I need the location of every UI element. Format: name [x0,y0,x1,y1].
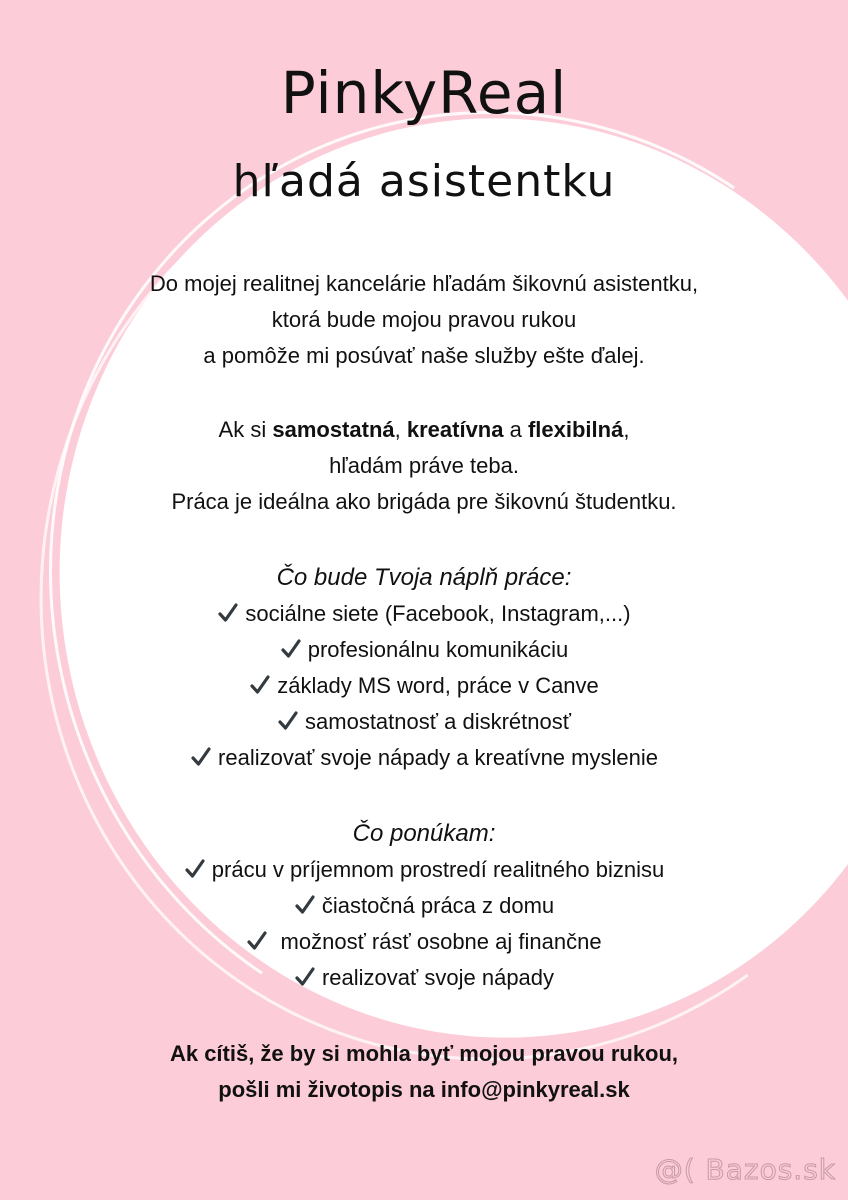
offer-item-label: čiastočná práca z domu [321,893,555,918]
offer-item [0,852,848,888]
traits-separator: , [394,417,407,442]
task-item [0,704,848,740]
offer-item-label: realizovať svoje nápady [321,965,555,990]
offers-heading: Čo ponúkam: [352,820,496,847]
task-item-label: základy MS word, práce v Canve [277,673,599,698]
checkmark-icon [294,894,316,916]
checkmark-icon [280,638,302,660]
cta-line: Ak cítiš, že by si mohla byť mojou pravou rukou, [169,1041,679,1066]
task-item-label: profesionálnu komunikáciu [307,637,569,662]
traits-suffix: , [623,417,630,442]
offer-item-label: možnosť rásť osobne aj finančne [274,929,602,954]
checkmark-icon [184,858,206,880]
task-item-label: samostatnosť a diskrétnosť [305,709,571,734]
traits-line [0,412,848,448]
intro-line: a pomôže mi posúvať naše služby ešte ďalej. [203,343,645,368]
offer-item-label: prácu v príjemnom prostredí realitného biznisu [211,857,665,882]
checkmark-icon [249,674,271,696]
cta-line: pošli mi životopis na info@pinkyreal.sk [218,1077,630,1102]
tasks-heading: Čo bude Tvoja náplň práce: [276,564,572,591]
tasks-section [0,560,848,776]
job-subtitle: hľadá asistentku [232,156,616,207]
checkmark-icon [294,966,316,988]
trait-creative: kreatívna [406,417,504,442]
task-item [0,740,848,776]
bazos-watermark: @( Bazos.sk [654,1153,836,1186]
trait-independent: samostatná [272,417,395,442]
task-item [0,596,848,632]
checkmark-icon [217,602,239,624]
task-item-label: sociálne siete (Facebook, Instagram,...) [245,601,631,626]
task-item [0,632,848,668]
intro-paragraph [0,266,848,374]
checkmark-icon [190,746,212,768]
offer-item [0,888,848,924]
traits-prefix: Ak si [218,417,273,442]
offers-section [0,816,848,996]
company-title: PinkyReal [280,59,568,127]
task-item-label: realizovať svoje nápady a kreatívne myslenie [218,745,658,770]
checkmark-icon [277,710,299,732]
traits-line: hľadám práve teba. [329,453,519,478]
offer-item [0,924,848,960]
trait-flexible: flexibilná [527,417,624,442]
traits-line: Práca je ideálna ako brigáda pre šikovnú študentku. [171,489,677,514]
offer-item [0,960,848,996]
traits-separator: a [503,417,528,442]
task-item [0,668,848,704]
call-to-action [0,1036,848,1108]
traits-paragraph [0,412,848,520]
intro-line: Do mojej realitnej kancelárie hľadám šikovnú asistentku, [149,271,699,296]
checkmark-icon [246,930,268,952]
intro-line: ktorá bude mojou pravou rukou [271,307,577,332]
